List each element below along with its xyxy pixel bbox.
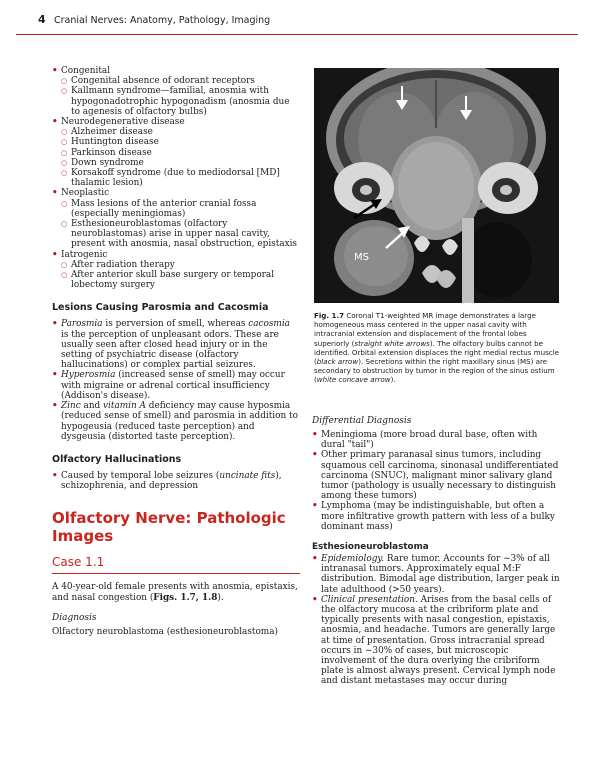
- left-column: [52, 66, 300, 637]
- ddx-heading: Differential Diagnosis: [312, 416, 412, 426]
- case-description: A 40-year-old female presents with anosmia, epistaxis, and nasal congestion (Figs. 1.7, 1.8).: [52, 582, 298, 603]
- list-item: • Clinical presentation. Arises from the basal cells of the olfactory mucosa at the cribriform plate and typically presents with nasal congestion, epistaxis, anosmia, and headache. Tumors are generally large at time of presentation. Gross intracranial spread occurs in ~30% of cases, but microscopic involvement of the dura overlying the cribriform plate is almost always present. Cervical lymph node and distant metastases may occur during: [312, 595, 562, 687]
- anosmia-causes-list: [52, 66, 300, 290]
- list-item: • Meningioma (more broad dural base, often with dural "tail"): [312, 430, 562, 450]
- case-title: Case 1.1: [52, 555, 300, 574]
- section-heading: Esthesioneuroblastoma: [312, 542, 429, 553]
- list-item: ○ Mass lesions of the anterior cranial fossa (especially meningiomas): [61, 199, 300, 219]
- list-item: • Neurodegenerative disease ○ Alzheimer disease ○ Huntington disease ○ Parkinson disease ○ Down syndrome ○ Korsakoff syndrome (due to mediodorsal [MD] thalamic lesion): [52, 117, 300, 188]
- list-item: • Zinc and vitamin A deficiency may cause hyposmia (reduced sense of smell) and parosmia in addition to hypogeusia (reduced taste perception) and dysgeusia (distorted taste perception).: [52, 401, 300, 442]
- diagnosis-text: Olfactory neuroblastoma (esthesioneuroblastoma): [52, 626, 278, 637]
- list-item: ○ Down syndrome: [61, 158, 300, 168]
- esth-list: [312, 554, 562, 687]
- ddx-list: [312, 430, 562, 532]
- hallucinations-list: [52, 471, 300, 491]
- figure-label: MS: [354, 252, 369, 263]
- list-item: ○ After radiation therapy: [61, 260, 300, 270]
- list-item: • Neoplastic ○ Mass lesions of the anterior cranial fossa (especially meningiomas) ○ Esthesioneuroblastomas (olfactory neuroblastomas) arise in upper nasal cavity, present with anosmia, nasal obstruction, epistaxis: [52, 188, 300, 249]
- mri-figure: [314, 68, 559, 303]
- coronal-mri-image: [314, 68, 559, 303]
- running-title: Cranial Nerves: Anatomy, Pathology, Imaging: [54, 15, 271, 26]
- list-item: ○ Huntington disease: [61, 137, 300, 147]
- list-item: ○ Korsakoff syndrome (due to mediodorsal [MD] thalamic lesion): [61, 168, 300, 188]
- list-item: • Lymphoma (may be indistinguishable, but often a more infiltrative growth pattern with less of a bulky dominant mass): [312, 501, 562, 532]
- list-item: ○ After anterior skull base surgery or temporal lobectomy surgery: [61, 270, 300, 290]
- right-column: [312, 416, 562, 687]
- list-item: • Epidemiology. Rare tumor. Accounts for ~3% of all intranasal tumors. Approximately equal M:F distribution. Bimodal age distribution, larger peak in late adulthood (>50 years).: [312, 554, 562, 595]
- list-item: ○ Alzheimer disease: [61, 127, 300, 137]
- list-item: ○ Esthesioneuroblastomas (olfactory neuroblastomas) arise in upper nasal cavity, present with anosmia, nasal obstruction, epistaxis: [61, 219, 300, 250]
- list-item: • Other primary paranasal sinus tumors, including squamous cell carcinoma, sinonasal undifferentiated carcinoma (SNUC), malignant minor salivary gland tumor (pathology is usually necessary to distinguish among these tumors): [312, 450, 562, 501]
- list-item: ○ Congenital absence of odorant receptors: [61, 76, 300, 86]
- list-item: • Caused by temporal lobe seizures (uncinate fits), schizophrenia, and depression: [52, 471, 300, 491]
- list-item: • Congenital ○ Congenital absence of odorant receptors ○ Kallmann syndrome—familial, anosmia with hypogonadotrophic hypogonadism (anosmia due to agenesis of olfactory bulbs): [52, 66, 300, 117]
- page-number: 4: [38, 13, 46, 26]
- diagnosis-heading: Diagnosis: [52, 612, 97, 623]
- running-header: [16, 12, 578, 35]
- parosmia-list: [52, 319, 300, 441]
- list-item: • Parosmia is perversion of smell, whereas cacosmia is the perception of unpleasant odors. These are usually seen after closed head injury or in the setting of psychiatric disease (olfactory hallucinations) or complex partial seizures.: [52, 319, 300, 370]
- list-item: ○ Parkinson disease: [61, 148, 300, 158]
- section-title: Olfactory Nerve: Pathologic Images: [52, 509, 286, 546]
- section-heading: Lesions Causing Parosmia and Cacosmia: [52, 302, 269, 314]
- list-item: • Iatrogenic ○ After radiation therapy ○ After anterior skull base surgery or temporal lobectomy surgery: [52, 250, 300, 291]
- list-item: • Hyperosmia (increased sense of smell) may occur with migraine or adrenal cortical insufficiency (Addison's disease).: [52, 370, 300, 401]
- section-heading: Olfactory Hallucinations: [52, 453, 182, 465]
- figure-caption: Fig. 1.7 Coronal T1-weighted MR image demonstrates a large homogeneous mass centered in the upper nasal cavity with intracranial extension and displacement of the frontal lobes superiorly (straight white arrows). The olfactory bulbs cannot be identified. Orbital extension displaces the right medial rectus muscle (black arrow). Secretions within the right maxillary sinus (MS) are secondary to obstruction by tumor in the region of the sinus ostium (white concave arrow).: [314, 311, 560, 385]
- list-item: ○ Kallmann syndrome—familial, anosmia with hypogonadotrophic hypogonadism (anosmia due to agenesis of olfactory bulbs): [61, 86, 300, 117]
